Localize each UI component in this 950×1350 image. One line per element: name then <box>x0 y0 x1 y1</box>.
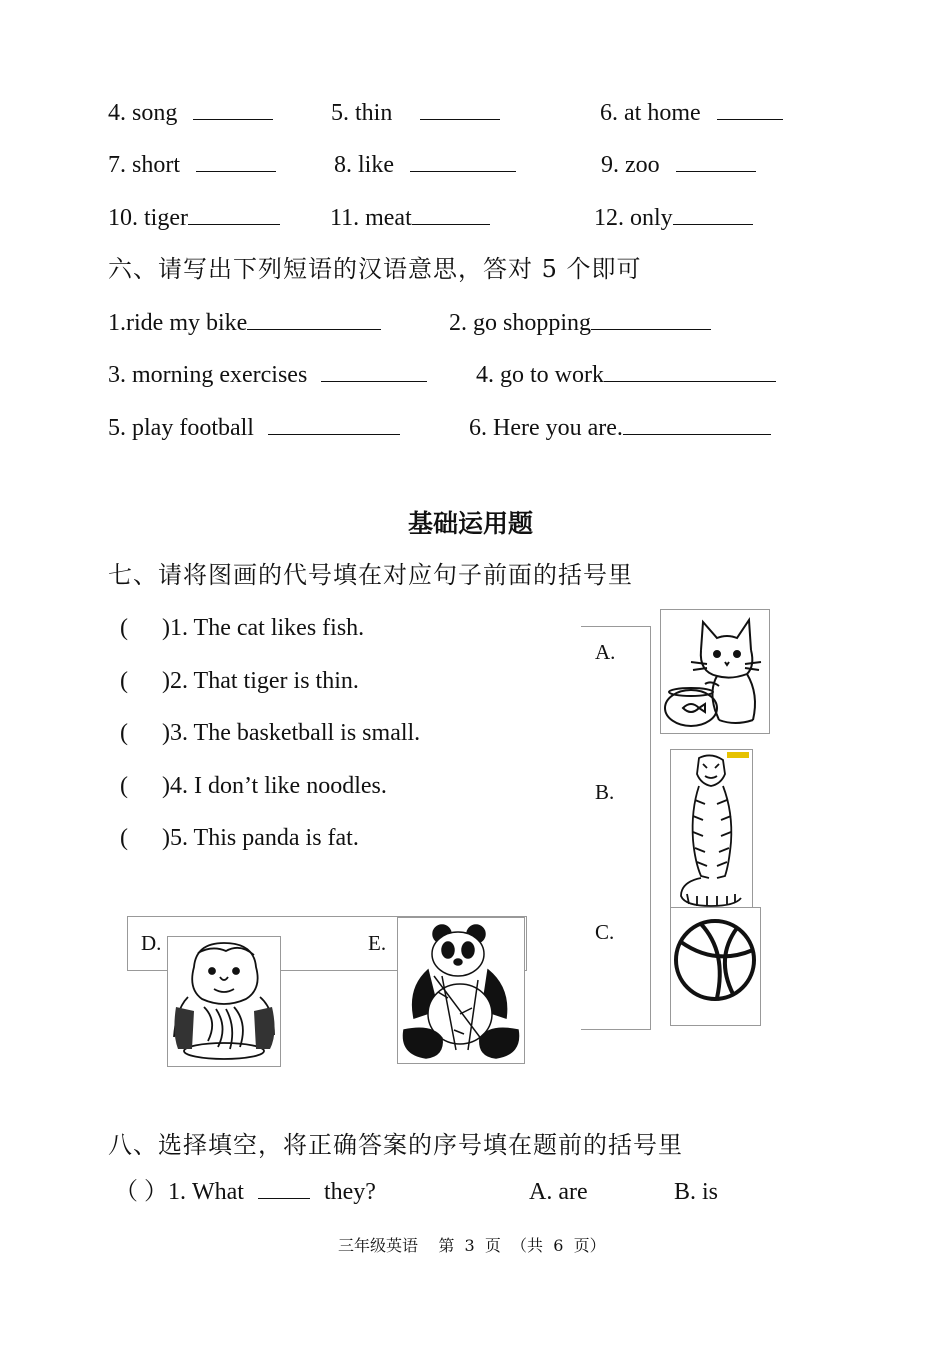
noodles-picture <box>167 936 281 1067</box>
vocab-10: 10. tiger <box>108 205 188 231</box>
vocab-9: 9. zoo <box>601 152 660 178</box>
phrase-6: 6. Here you are. <box>469 415 623 441</box>
paren[interactable]: ( <box>120 720 128 746</box>
paren[interactable]: ( <box>120 773 128 799</box>
panda-picture <box>397 917 525 1064</box>
panda-icon <box>398 918 524 1063</box>
label-e: E. <box>368 931 387 955</box>
picture-frame-right <box>581 626 651 1030</box>
vocab-12: 12. only <box>594 205 673 231</box>
label-c: C. <box>595 920 615 944</box>
answer-paren[interactable]: （ ） <box>114 1179 168 1205</box>
paren[interactable]: ( <box>120 825 128 851</box>
vocab-4: 4. song <box>108 100 178 126</box>
noodles-icon <box>168 937 280 1066</box>
question-1-after: they? <box>323 1179 376 1205</box>
section8-title: 八、选择填空，将正确答案的序号填在题前的括号里 <box>108 1131 683 1159</box>
answer-blank[interactable] <box>591 309 711 330</box>
match-item-3: )3. The basketball is small. <box>162 720 421 746</box>
cat-icon <box>661 610 769 733</box>
match-item-2: )2. That tiger is thin. <box>162 668 359 694</box>
label-a: A. <box>595 640 616 664</box>
paren[interactable]: ( <box>120 615 128 641</box>
section7-title: 七、请将图画的代号填在对应句子前面的括号里 <box>108 561 633 589</box>
answer-blank[interactable] <box>676 151 756 172</box>
vocab-8: 8. like <box>334 152 394 178</box>
option-a: A. are <box>529 1179 588 1205</box>
answer-blank[interactable] <box>623 414 771 435</box>
answer-blank[interactable] <box>258 1178 310 1199</box>
vocab-6: 6. at home <box>600 100 701 126</box>
vocab-11: 11. meat <box>330 205 412 231</box>
answer-blank[interactable] <box>321 361 427 382</box>
answer-blank[interactable] <box>420 99 500 120</box>
paren[interactable]: ( <box>120 668 128 694</box>
phrase-2: 2. go shopping <box>449 310 592 336</box>
phrase-3: 3. morning exercises <box>108 362 308 388</box>
cat-picture <box>660 609 770 734</box>
section6-title: 六、请写出下列短语的汉语意思，答对 5 个即可 <box>108 255 642 283</box>
basketball-picture <box>670 907 761 1026</box>
tiger-picture <box>670 749 753 913</box>
label-b: B. <box>595 780 615 804</box>
option-b: B. is <box>674 1179 719 1205</box>
answer-blank[interactable] <box>268 414 400 435</box>
match-item-1: )1. The cat likes fish. <box>162 615 365 641</box>
match-item-5: )5. This panda is fat. <box>162 825 359 851</box>
question-1-text: 1. What <box>168 1179 244 1205</box>
answer-blank[interactable] <box>410 151 516 172</box>
page-footer: 三年级英语 第 3 页 （共 6 页） <box>338 1236 606 1255</box>
vocab-7: 7. short <box>108 152 180 178</box>
answer-blank[interactable] <box>188 204 280 225</box>
match-item-4: )4. I don’t like noodles. <box>162 773 387 799</box>
label-d: D. <box>141 931 162 955</box>
phrase-4: 4. go to work <box>476 362 604 388</box>
basketball-icon <box>671 908 760 1025</box>
answer-blank[interactable] <box>193 99 273 120</box>
tiger-icon <box>671 750 752 912</box>
phrase-1: 1.ride my bike <box>108 310 248 336</box>
vocab-5: 5. thin <box>331 100 393 126</box>
answer-blank[interactable] <box>412 204 490 225</box>
answer-blank[interactable] <box>604 361 776 382</box>
answer-blank[interactable] <box>717 99 783 120</box>
phrase-5: 5. play football <box>108 415 254 441</box>
answer-blank[interactable] <box>196 151 276 172</box>
section-heading: 基础运用题 <box>408 509 534 538</box>
answer-blank[interactable] <box>673 204 753 225</box>
answer-blank[interactable] <box>247 309 381 330</box>
